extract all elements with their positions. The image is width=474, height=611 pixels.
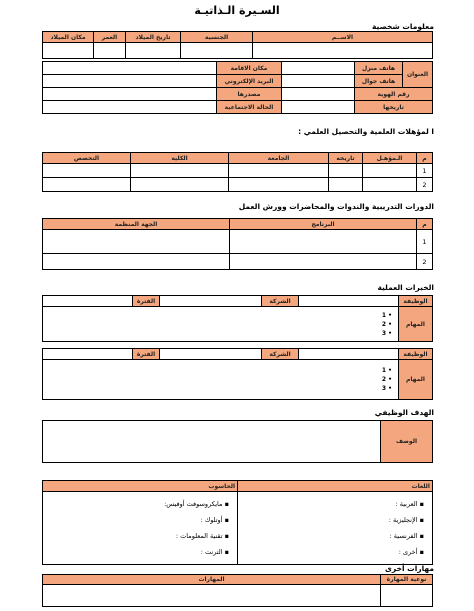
company-value[interactable] [160, 296, 262, 307]
edu-col-college: الكلية [131, 153, 229, 164]
course-cell[interactable] [43, 254, 230, 270]
id-number-label: رقم الهوية [355, 88, 433, 101]
edu-cell[interactable] [131, 164, 229, 178]
computer-list [51, 496, 229, 560]
computer-header: الحاسوب [43, 481, 238, 492]
other-table [42, 574, 433, 607]
tasks-label: المهام [399, 360, 433, 400]
home-phone-value[interactable] [282, 62, 355, 75]
list-item: ▪ مايكروسوفت أوفيس: [164, 500, 229, 508]
objective-heading: الهدف الوظيفي [374, 408, 434, 417]
period-label: الفترة [133, 349, 160, 360]
id-source-value[interactable] [43, 88, 217, 101]
period-value[interactable] [43, 296, 133, 307]
skills-table [42, 480, 433, 565]
skill-type-header: نوعية المهارة [381, 575, 433, 585]
list-item: ▪ الترنت : [200, 548, 229, 556]
objective-table [42, 420, 433, 463]
list-item: • 2 [381, 376, 392, 383]
table-row [43, 230, 433, 254]
marital-label: الحالة الاجتماعية [217, 101, 282, 114]
id-source-label: مصدرها [217, 88, 282, 101]
languages-header: اللغات [238, 481, 433, 492]
company-label: الشركة [262, 296, 299, 307]
task-num: 3 [381, 385, 387, 392]
contact-table [42, 61, 433, 114]
id-date-label: تاريخها [355, 101, 433, 114]
edu-row-num: 1 [417, 164, 433, 178]
language-label: الإنجليزية : [388, 516, 418, 524]
courses-table [42, 218, 433, 270]
experience-block-1 [42, 295, 433, 342]
list-item: • 1 [381, 311, 392, 319]
skills-value[interactable] [43, 585, 381, 607]
residence-label: مكان الاقامة [217, 62, 282, 75]
id-date-value[interactable] [282, 101, 355, 114]
edu-cell[interactable] [363, 164, 417, 178]
tasks-value[interactable] [43, 307, 399, 342]
name-value[interactable] [253, 43, 433, 59]
objective-desc-label: الوصف [381, 421, 433, 463]
edu-row-num: 2 [417, 178, 433, 192]
list-item: ▪ العربية : [395, 500, 424, 508]
home-phone-label: هاتف منزل [355, 62, 403, 75]
list-item: • 3 [381, 329, 392, 337]
table-row [43, 178, 433, 192]
mobile-label: هاتف جوال [355, 75, 403, 88]
job-label: الوظيفة [399, 349, 433, 360]
edu-cell[interactable] [229, 178, 329, 192]
list-item: ▪ الإنجليزية : [388, 516, 424, 524]
job-value[interactable] [299, 296, 399, 307]
course-cell[interactable] [43, 230, 230, 254]
list-item: • 3 [381, 385, 392, 392]
id-number-value[interactable] [282, 88, 355, 101]
education-table [42, 152, 433, 192]
language-label: الفرنسية : [389, 532, 418, 540]
birth-place-value[interactable] [43, 43, 94, 59]
edu-cell[interactable] [43, 164, 131, 178]
skill-type-value[interactable] [381, 585, 433, 607]
experience-block-2 [42, 348, 433, 400]
job-value[interactable] [299, 349, 399, 360]
course-cell[interactable] [230, 230, 417, 254]
task-num: 1 [381, 367, 387, 374]
list-item: ▪ تقنية المعلومات : [175, 532, 229, 540]
task-num: 2 [381, 320, 387, 328]
courses-heading: الدورات التدريبية والندوات والمحاضرات وورش العمل [238, 202, 434, 211]
course-col-program: البرنامج [230, 219, 417, 230]
list-item: • 1 [381, 367, 392, 374]
edu-cell[interactable] [229, 164, 329, 178]
age-label: العمر [94, 32, 126, 43]
birth-place-label: مكان الميلاد [43, 32, 94, 43]
edu-cell[interactable] [329, 164, 363, 178]
computer-cell[interactable] [43, 492, 238, 565]
email-value[interactable] [43, 75, 217, 88]
other-heading: مهارات أخرى [385, 564, 434, 573]
edu-col-degree: الـمؤهـل [363, 153, 417, 164]
company-label: الشركة [262, 349, 299, 360]
computer-label: الترنت : [200, 548, 223, 556]
residence-value[interactable] [43, 62, 217, 75]
address-label: العنوان [403, 62, 433, 88]
language-label: العربية : [395, 500, 418, 508]
company-value[interactable] [160, 349, 262, 360]
course-col-org: الجهة المنظمة [43, 219, 230, 230]
email-label: البريد الإلكتروني [217, 75, 282, 88]
tasks-label: المهام [399, 307, 433, 342]
computer-label: مايكروسوفت أوفيس: [164, 500, 223, 508]
edu-cell[interactable] [43, 178, 131, 192]
marital-value[interactable] [43, 101, 217, 114]
edu-cell[interactable] [329, 178, 363, 192]
job-label: الوظيفة [399, 296, 433, 307]
mobile-value[interactable] [282, 75, 355, 88]
skills-header: المهارات [43, 575, 381, 585]
nationality-value[interactable] [181, 43, 253, 59]
course-cell[interactable] [230, 254, 417, 270]
language-label: أخرى : [398, 548, 418, 556]
page-title: السـيرة الـذاتيـة [194, 4, 280, 17]
tasks-value[interactable] [43, 360, 399, 400]
edu-col-university: الجامعة [229, 153, 329, 164]
edu-col-major: التخصص [43, 153, 131, 164]
age-value[interactable] [94, 43, 126, 59]
edu-cell[interactable] [363, 178, 417, 192]
course-col-num: م [417, 219, 433, 230]
tasks-list [45, 366, 392, 393]
period-value[interactable] [43, 349, 133, 360]
list-item: ▪ الفرنسية : [389, 532, 424, 540]
task-num: 2 [381, 376, 387, 383]
course-row-num: 2 [417, 254, 433, 270]
tasks-list [45, 311, 392, 338]
objective-desc-value[interactable] [43, 421, 381, 463]
experience-heading: الخبرات العملية [377, 283, 434, 292]
list-item: ▪ أخرى : [398, 548, 424, 556]
computer-label: أوتلوك : [200, 516, 223, 524]
table-row [43, 254, 433, 270]
edu-col-num: م [417, 153, 433, 164]
languages-list [246, 496, 424, 560]
personal-heading: معلومات شخصية [371, 22, 434, 31]
personal-table [42, 31, 433, 59]
period-label: الفترة [133, 296, 160, 307]
birth-date-value[interactable] [126, 43, 181, 59]
computer-label: تقنية المعلومات : [175, 532, 223, 540]
list-item: ▪ أوتلوك : [200, 516, 229, 524]
nationality-label: الجنسية [181, 32, 253, 43]
task-num: 3 [381, 329, 387, 337]
education-heading: ا لمؤهلات العلمية والتحصيل العلمي : [298, 127, 434, 136]
edu-cell[interactable] [131, 178, 229, 192]
edu-col-date: تاريخه [329, 153, 363, 164]
list-item: • 2 [381, 320, 392, 328]
table-row [43, 164, 433, 178]
course-row-num: 1 [417, 230, 433, 254]
task-num: 1 [381, 311, 387, 319]
name-label: الاســم [253, 32, 433, 43]
birth-date-label: تاريخ الميلاد [126, 32, 181, 43]
languages-cell[interactable] [238, 492, 433, 565]
